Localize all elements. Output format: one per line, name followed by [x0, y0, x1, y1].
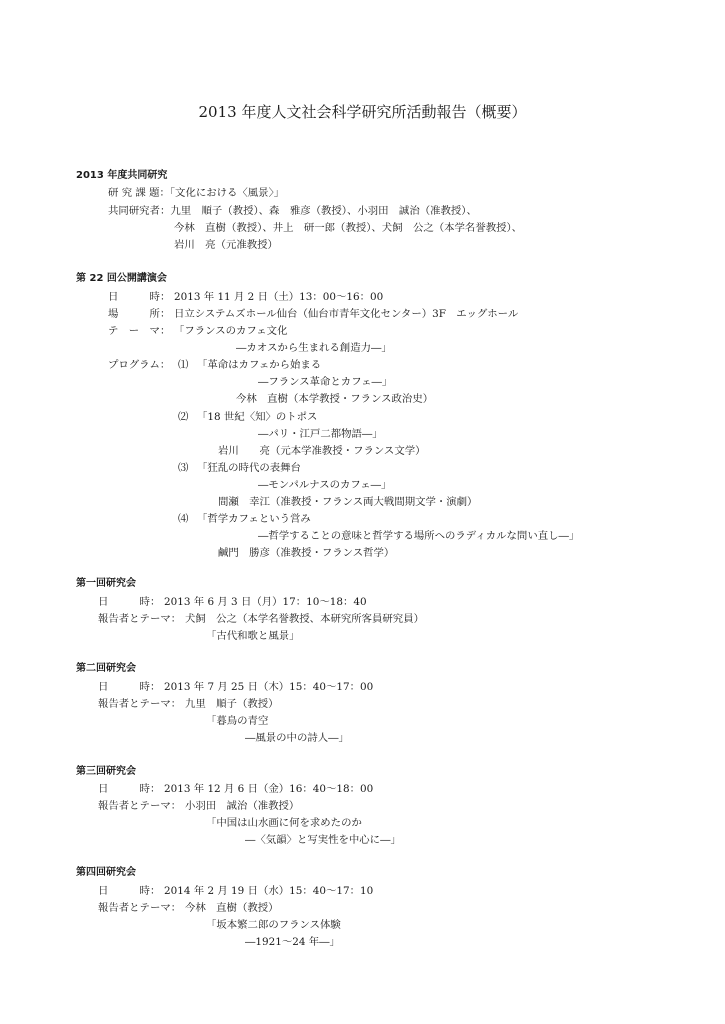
meeting-date-value: 2013 年 6 月 3 日（月）17：10～18：40 — [164, 596, 367, 608]
program-speaker: 間瀬 幸江（准教授・フランス両大戦間期文学・演劇） — [218, 496, 478, 508]
meeting-date-label: 日 時： — [98, 783, 161, 795]
program-title: 「革命はカフェから始まる — [197, 359, 322, 371]
meeting-reporter-value: 今林 直樹（教授） — [185, 902, 279, 914]
page-title: 2013 年度人文社会科学研究所活動報告（概要） — [198, 103, 527, 121]
program-number: ⑵ — [178, 411, 189, 423]
program-title: 「狂乱の時代の表舞台 — [197, 462, 301, 474]
meeting-date-value: 2013 年 12 月 6 日（金）16：40～18：00 — [164, 783, 374, 795]
lecture-theme-sub: ―カオスから生まれる創造力―」 — [236, 342, 392, 354]
meeting-reporter-value: 犬飼 公之（本学名誉教授、本研究所客員研究員） — [185, 613, 424, 625]
meeting-reporter-label: 報告者とテーマ： — [98, 613, 182, 625]
lecture-theme-label: テ ー マ： — [108, 325, 171, 337]
meeting-theme-sub: ―〈気韻〉と写実性を中心に―」 — [245, 834, 401, 846]
meeting-theme: 「中国は山水画に何を求めたのか — [206, 817, 362, 829]
lecture-heading: 第 22 回公開講演会 — [76, 273, 167, 284]
meeting-theme-sub: ―1921～24 年―」 — [245, 936, 340, 948]
researchers-line-2: 今林 直樹（教授）、井上 研一郎（教授）、犬飼 公之（本学名誉教授）、 — [174, 222, 523, 234]
meeting-theme: 「古代和歌と風景」 — [206, 630, 300, 642]
meeting-date-label: 日 時： — [98, 681, 161, 693]
program-subtitle: ―哲学することの意味と哲学する場所へのラディカルな問い直し―」 — [258, 530, 580, 542]
program-speaker: 今林 直樹（本学教授・フランス政治史） — [236, 393, 434, 405]
lecture-date-value: 2013 年 11 月 2 日（土）13：00～16：00 — [174, 291, 384, 303]
meeting-reporter-label: 報告者とテーマ： — [98, 800, 182, 812]
meeting-reporter-value: 九里 順子（教授） — [185, 698, 279, 710]
meeting-date-value: 2014 年 2 月 19 日（水）15：40～17：10 — [164, 885, 374, 897]
program-subtitle: ―フランス革命とカフェ―」 — [258, 376, 393, 388]
meeting-date-value: 2013 年 7 月 25 日（木）15：40～17：00 — [164, 681, 374, 693]
meeting-heading: 第二回研究会 — [76, 663, 136, 674]
program-speaker: 鹹門 勝彦（准教授・フランス哲学） — [218, 547, 395, 559]
lecture-place-value: 日立システムズホール仙台（仙台市青年文化センター）3F エッグホール — [174, 308, 519, 320]
program-speaker: 岩川 亮（元本学准教授・フランス文学） — [218, 445, 426, 457]
program-title: 「哲学カフェという営み — [197, 513, 311, 525]
lecture-date-label: 日 時： — [108, 291, 171, 303]
meeting-heading: 第三回研究会 — [76, 766, 136, 777]
researchers-line-1: 共同研究者：九里 順子（教授）、森 雅彦（教授）、小羽田 誠治（准教授）、 — [108, 205, 477, 217]
joint-research-heading: 2013 年度共同研究 — [76, 170, 168, 181]
lecture-place-label: 場 所： — [108, 308, 171, 320]
program-number: ⑶ — [178, 462, 189, 474]
program-subtitle: ―パリ・江戸二都物語―」 — [258, 428, 383, 440]
program-title: 「18 世紀〈知〉のトポス — [197, 411, 318, 423]
researchers-line-3: 岩川 亮（元准教授） — [174, 239, 278, 251]
meeting-theme: 「暮鳥の青空 — [206, 715, 269, 727]
meeting-reporter-value: 小羽田 誠治（准教授） — [185, 800, 300, 812]
meeting-reporter-label: 報告者とテーマ： — [98, 698, 182, 710]
meeting-date-label: 日 時： — [98, 596, 161, 608]
meeting-heading: 第四回研究会 — [76, 867, 136, 878]
program-number: ⑴ — [178, 359, 189, 371]
research-subject: 研 究 課 題：「文化における〈風景〉」 — [108, 187, 285, 199]
meeting-reporter-label: 報告者とテーマ： — [98, 902, 182, 914]
meeting-date-label: 日 時： — [98, 885, 161, 897]
meeting-theme: 「坂本繁二郎のフランス体験 — [206, 919, 341, 931]
program-number: ⑷ — [178, 513, 189, 525]
lecture-theme-value: 「フランスのカフェ文化 — [174, 325, 288, 337]
meeting-heading: 第一回研究会 — [76, 578, 136, 589]
program-subtitle: ―モンパルナスのカフェ―」 — [258, 479, 392, 491]
meeting-theme-sub: ―風景の中の詩人―」 — [245, 732, 349, 744]
program-label: プログラム： — [108, 359, 171, 371]
